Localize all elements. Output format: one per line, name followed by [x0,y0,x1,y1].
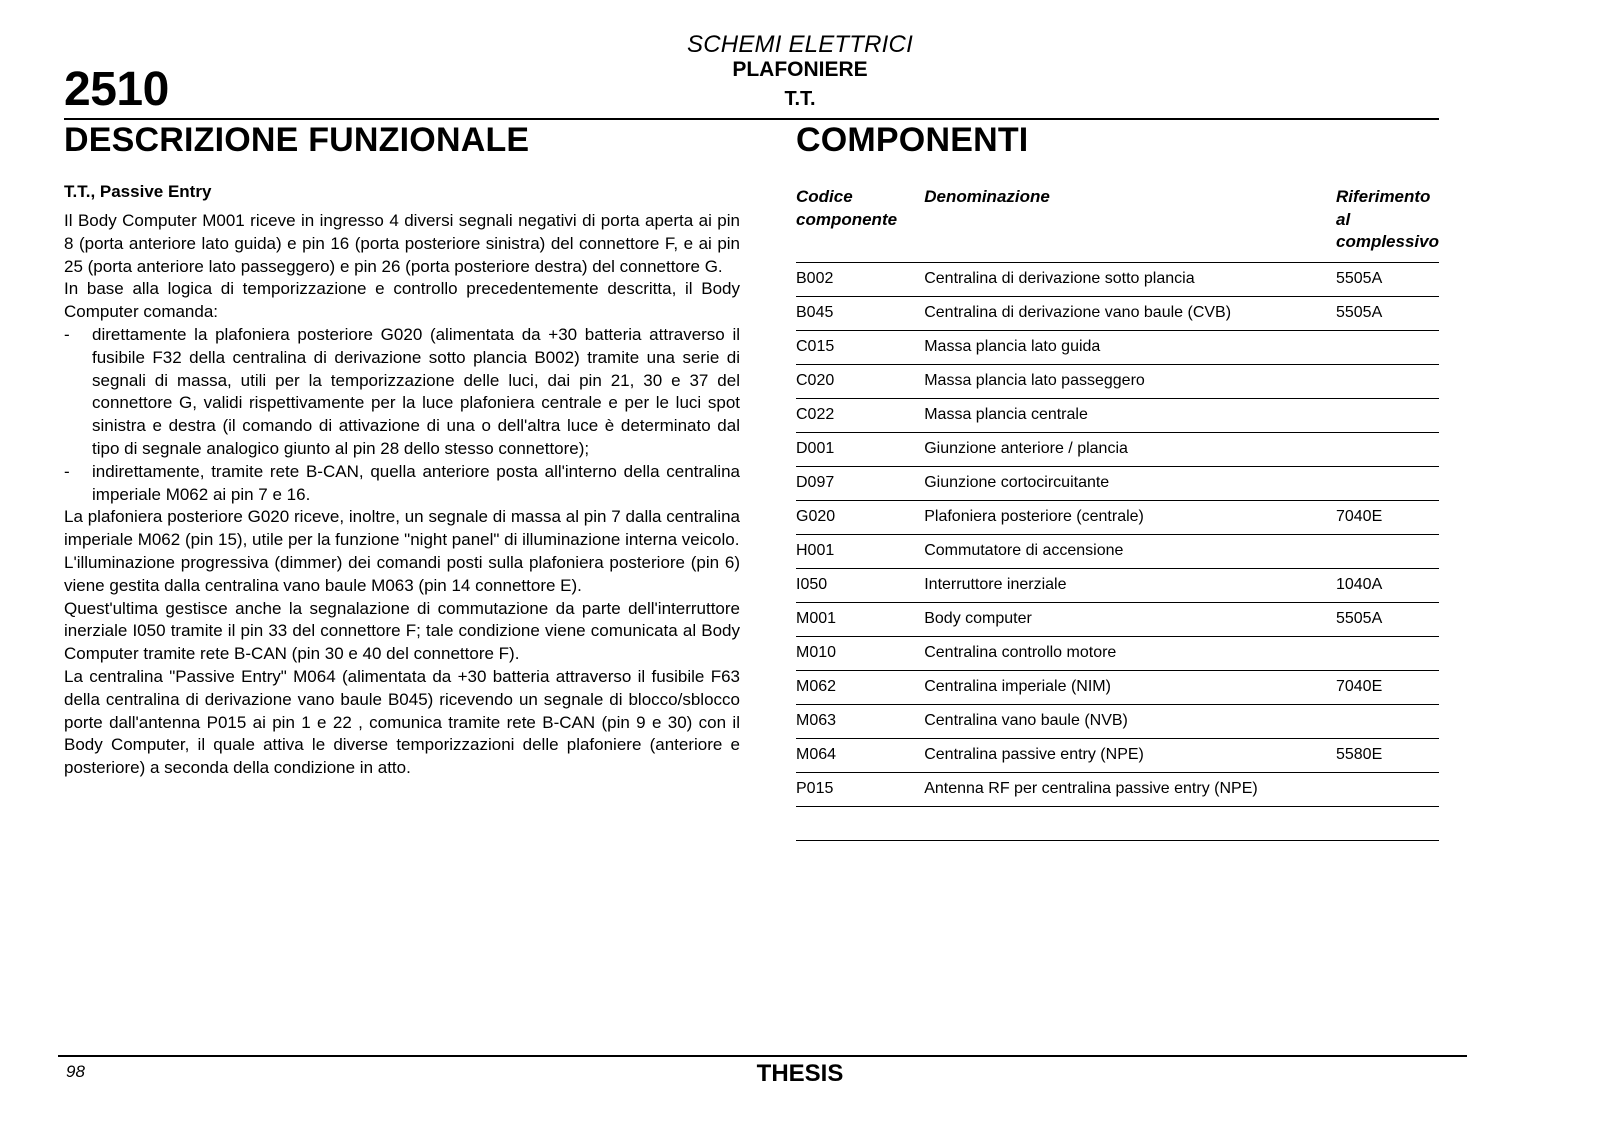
footer-divider [58,1055,1467,1057]
footer-brand: THESIS [756,1060,844,1087]
table-row [796,602,1439,636]
component-code: M064 [796,738,924,772]
empty-cell [924,806,1336,840]
table-row [796,568,1439,602]
component-reference: 5505A [1336,296,1439,330]
table-row [796,296,1439,330]
bullet-item [64,461,740,507]
component-code: B045 [796,296,924,330]
component-reference: 7040E [1336,670,1439,704]
component-reference [1336,330,1439,364]
component-name: Massa plancia lato guida [924,330,1336,364]
component-reference [1336,364,1439,398]
component-reference: 5505A [1336,262,1439,296]
component-name: Plafoniera posteriore (centrale) [924,500,1336,534]
table-row [796,432,1439,466]
empty-cell [1336,806,1439,840]
component-name: Giunzione cortocircuitante [924,466,1336,500]
component-code: P015 [796,772,924,806]
page-number: 98 [66,1062,85,1081]
component-code: G020 [796,500,924,534]
component-reference: 5580E [1336,738,1439,772]
model-heading: T.T. [784,88,816,110]
component-reference [1336,398,1439,432]
component-name: Antenna RF per centralina passive entry (NPE) [924,772,1336,806]
component-reference [1336,432,1439,466]
paragraph: La centralina "Passive Entry" M064 (alimentata da +30 batteria attraverso il fusibile F63 della centralina di derivazione vano baule B045) ricevendo un segnale di blocco/sblocco porte dall'antenna P015 ai pin 1 e 22 , comunica tramite rete B-CAN (pin 9 e 30) con il Body Computer, il quale attiva le diverse temporizzazioni delle plafoniere (anteriore e posteriore) a seconda della condizione in atto. [64,666,740,778]
component-reference: 5505A [1336,602,1439,636]
table-row [796,704,1439,738]
component-name: Centralina di derivazione sotto plancia [924,262,1336,296]
section-heading: SCHEMI ELETTRICI [687,31,913,58]
component-name: Centralina passive entry (NPE) [924,738,1336,772]
table-row [796,398,1439,432]
component-reference [1336,772,1439,806]
table-row [796,262,1439,296]
component-code: B002 [796,262,924,296]
components-title: COMPONENTI [796,121,1029,159]
component-name: Interruttore inerziale [924,568,1336,602]
bullet-text: direttamente la plafoniera posteriore G020 (alimentata da +30 batteria attraverso il fusibile F32 della centralina di derivazione sotto plancia B002) tramite una serie di segnali di massa, utili per la temporizzazione delle luci, dai pin 21, 30 e 37 del connettore G, validi rispettivamente per la luce plafoniera centrale e per le luci spot sinistra e destra (il comando di attivazione di una o dell'altra luce è determinato dal tipo di segnale analogico giunto al pin 28 dello stesso connettore); [92,324,740,458]
column-header-reference [1336,184,1439,262]
table-row-empty [796,806,1439,840]
table-row [796,330,1439,364]
table-header-row [796,184,1439,262]
description-title: DESCRIZIONE FUNZIONALE [64,121,530,159]
component-code: I050 [796,568,924,602]
component-reference [1336,466,1439,500]
paragraph: L'illuminazione progressiva (dimmer) dei comandi posti sulla plafoniera posteriore (pin 6) viene gestita dalla centralina vano baule M063 (pin 14 connettore E). [64,552,740,595]
table-row [796,534,1439,568]
topic-heading: PLAFONIERE [732,58,868,81]
column-header-name: Denominazione [924,184,1336,262]
component-reference: 1040A [1336,568,1439,602]
table-row [796,670,1439,704]
header-divider [64,118,1439,120]
component-code: D097 [796,466,924,500]
component-name: Commutatore di accensione [924,534,1336,568]
component-reference: 7040E [1336,500,1439,534]
component-code: D001 [796,432,924,466]
components-table [796,184,1439,841]
component-name: Centralina vano baule (NVB) [924,704,1336,738]
component-reference [1336,704,1439,738]
bullet-item [64,324,740,461]
header-line: Riferimento [1335,187,1431,206]
header-line: componente [796,209,898,229]
description-subtitle: T.T., Passive Entry [64,182,212,201]
bullet-text: indirettamente, tramite rete B-CAN, quella anteriore posta all'interno della centralina imperiale M062 ai pin 7 e 16. [92,461,740,504]
component-name: Centralina di derivazione vano baule (CVB) [924,296,1336,330]
paragraph: La plafoniera posteriore G020 riceve, inoltre, un segnale di massa al pin 7 dalla centralina imperiale M062 (pin 15), utile per la funzione "night panel" di illuminazione interna veicolo. [64,507,740,550]
components-table-body [796,262,1439,840]
table-row [796,636,1439,670]
empty-cell [796,806,924,840]
component-name: Massa plancia lato passeggero [924,364,1336,398]
header-line: al [1335,209,1351,229]
component-name: Massa plancia centrale [924,398,1336,432]
component-name: Centralina controllo motore [924,636,1336,670]
header-line: complessivo [1335,232,1439,251]
component-code: M001 [796,602,924,636]
component-code: C020 [796,364,924,398]
table-row [796,738,1439,772]
component-reference [1336,534,1439,568]
table-row [796,500,1439,534]
column-header-code [796,184,924,262]
bullet-dash: - [64,461,70,481]
description-body [64,210,740,780]
component-name: Body computer [924,602,1336,636]
component-code: M062 [796,670,924,704]
component-name: Giunzione anteriore / plancia [924,432,1336,466]
table-row [796,364,1439,398]
component-code: M010 [796,636,924,670]
component-name: Centralina imperiale (NIM) [924,670,1336,704]
chapter-number: 2510 [64,63,169,116]
component-code: C015 [796,330,924,364]
component-code: H001 [796,534,924,568]
table-row [796,772,1439,806]
component-reference [1336,636,1439,670]
component-code: C022 [796,398,924,432]
table-row [796,466,1439,500]
paragraph: In base alla logica di temporizzazione e controllo precedentemente descritta, il Body Computer comanda: [64,279,740,322]
paragraph: Il Body Computer M001 riceve in ingresso 4 diversi segnali negativi di porta aperta ai pin 8 (porta anteriore lato guida) e pin 16 (porta posteriore sinistra) del connettore F, e ai pin 25 (porta anteriore lato passeggero) e pin 26 (porta posteriore destra) del connettore G. [64,211,740,276]
component-code: M063 [796,704,924,738]
header-line: Codice [796,187,853,206]
paragraph: Quest'ultima gestisce anche la segnalazione di commutazione da parte dell'interruttore inerziale I050 tramite il pin 33 del connettore F; tale condizione viene comunicata al Body Computer tramite rete B-CAN (pin 30 e 40 del connettore F). [64,598,740,664]
bullet-dash: - [64,324,70,344]
